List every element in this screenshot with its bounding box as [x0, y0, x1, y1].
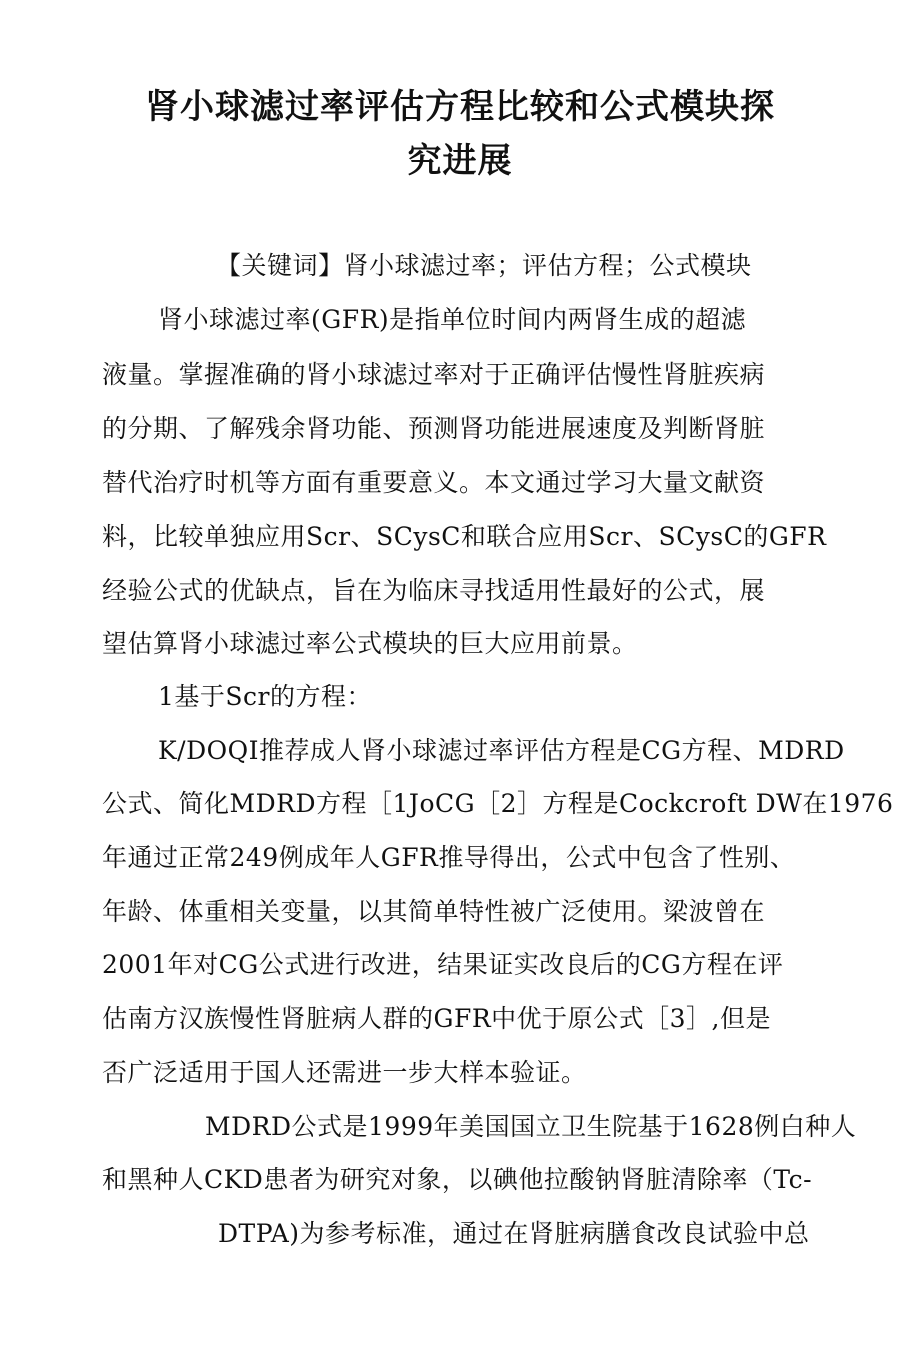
paragraph-1-line-7: 望估算肾小球滤过率公式模块的巨大应用前景。	[102, 629, 638, 658]
paragraph-1-line-1: 肾小球滤过率(GFR)是指单位时间内两肾生成的超滤	[158, 305, 747, 334]
paragraph-2-line-6: 估南方汉族慢性肾脏病人群的GFR中优于原公式［3］,但是	[102, 1004, 771, 1033]
paragraph-2-line-5: 2001年对CG公式进行改进，结果证实改良后的CG方程在评	[102, 950, 784, 979]
paragraph-2-line-2: 公式、简化MDRD方程［1JoCG［2］方程是Cockcroft DW在1976	[102, 789, 894, 818]
paragraph-1-line-2: 液量。掌握准确的肾小球滤过率对于正确评估慢性肾脏疾病	[102, 360, 766, 389]
paragraph-2-line-7: 否广泛适用于国人还需进一步大样本验证。	[102, 1058, 587, 1087]
paragraph-1-line-4: 替代治疗时机等方面有重要意义。本文通过学习大量文献资	[102, 468, 766, 497]
keywords-line: 【关键词】肾小球滤过率；评估方程；公式模块	[216, 251, 752, 280]
paragraph-1-line-3: 的分期、了解残余肾功能、预测肾功能进展速度及判断肾脏	[102, 414, 766, 443]
paragraph-1-line-6: 经验公式的优缺点，旨在为临床寻找适用性最好的公式，展	[102, 576, 766, 605]
paragraph-3-line-2: 和黑种人CKD患者为研究对象，以碘他拉酸钠肾脏清除率（Tc-	[102, 1165, 813, 1194]
section-heading-1: 1基于Scr的方程：	[158, 682, 372, 711]
paragraph-1-line-5: 料，比较单独应用Scr、SCysC和联合应用Scr、SCysC的GFR	[102, 522, 827, 551]
paragraph-3-line-3: DTPA)为参考标准，通过在肾脏病膳食改良试验中总	[218, 1219, 810, 1248]
paragraph-2-line-1: K/DOQI推荐成人肾小球滤过率评估方程是CG方程、MDRD	[158, 736, 845, 765]
paragraph-2-line-3: 年通过正常249例成年人GFR推导得出，公式中包含了性别、	[102, 843, 796, 872]
paragraph-2-line-4: 年龄、体重相关变量，以其简单特性被广泛使用。梁波曾在	[102, 897, 766, 926]
document-title-line-2: 究进展	[407, 141, 513, 181]
document-title-line-1: 肾小球滤过率评估方程比较和公式模块探	[145, 87, 775, 127]
paragraph-3-line-1: MDRD公式是1999年美国国立卫生院基于1628例白种人	[205, 1112, 857, 1141]
